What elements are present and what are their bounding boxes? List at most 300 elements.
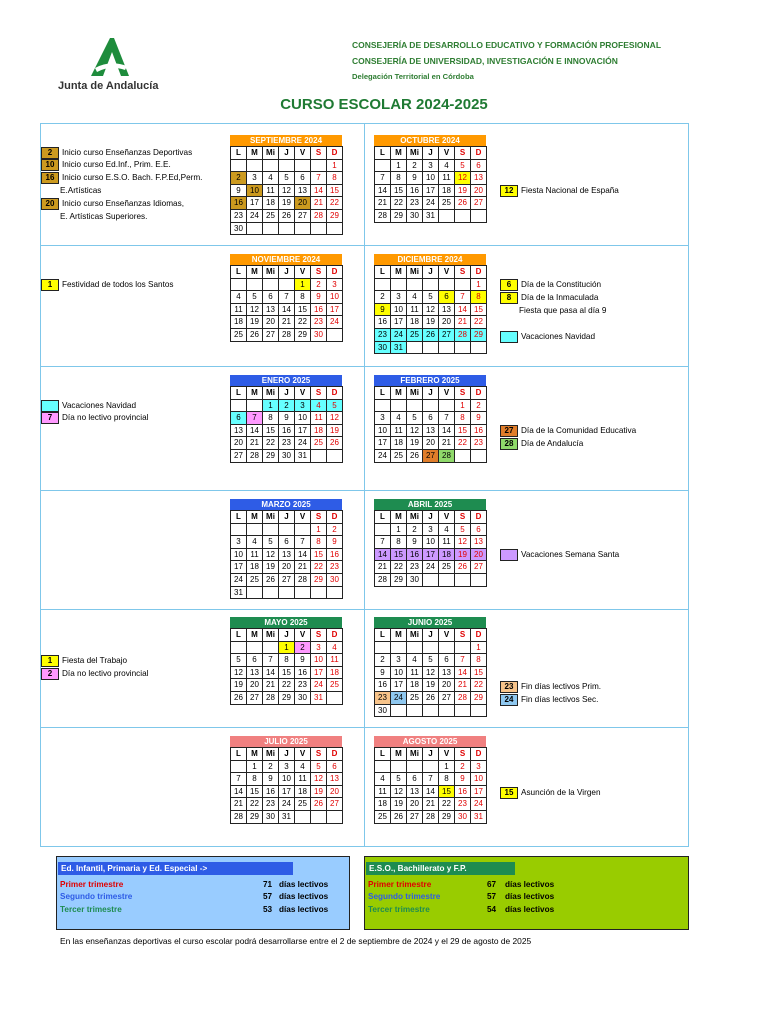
day-header: V (438, 510, 455, 524)
empty-cell (246, 222, 263, 236)
primary-term-3-label: Tercer trimestre (60, 905, 122, 914)
month-grid (230, 747, 342, 823)
day-cell: 14 (438, 424, 455, 438)
empty-cell (470, 449, 487, 463)
month-header: JUNIO 2025 (374, 617, 486, 628)
day-cell: 18 (230, 315, 247, 329)
day-cell: 9 (406, 171, 423, 185)
day-header: Mi (406, 386, 423, 400)
day-cell: 3 (470, 760, 487, 774)
day-cell: 15 (470, 303, 487, 317)
day-cell: 23 (470, 436, 487, 450)
legend-item: 1 Festividad de todos los Santos (41, 279, 174, 291)
day-cell: 8 (310, 535, 327, 549)
day-cell: 19 (454, 184, 471, 198)
day-cell: 21 (374, 196, 391, 210)
day-cell: 17 (310, 666, 327, 680)
day-header: M (390, 628, 407, 642)
day-cell: 18 (438, 548, 455, 562)
day-header: Mi (262, 510, 279, 524)
legend-swatch: 12 (500, 185, 518, 197)
day-cell: 24 (310, 678, 327, 692)
legend-item: 1 Fiesta del Trabajo (41, 655, 127, 667)
legend-swatch: 1 (41, 279, 59, 291)
primary-term-1-unit: días lectivos (279, 880, 329, 889)
day-cell: 3 (390, 653, 407, 667)
empty-cell (278, 278, 295, 292)
day-cell: 4 (262, 171, 279, 185)
legend-item: 16 Inicio curso E.S.O. Bach. F.P.Ed,Perm. (41, 172, 202, 184)
day-header: Mi (406, 747, 423, 761)
day-cell: 26 (454, 196, 471, 210)
day-cell: 19 (262, 560, 279, 574)
day-cell: 4 (230, 290, 247, 304)
day-cell: 5 (310, 760, 327, 774)
legend-swatch: 27 (500, 425, 518, 437)
legend-item: 10 Inicio curso Ed.Inf., Prim. E.E. (41, 159, 171, 171)
day-cell: 1 (326, 159, 343, 173)
day-cell: 28 (310, 209, 327, 223)
day-cell: 10 (310, 653, 327, 667)
empty-cell (230, 159, 247, 173)
empty-cell (454, 449, 471, 463)
legend-item: 7 Día no lectivo provincial (41, 412, 148, 424)
day-cell: 23 (406, 560, 423, 574)
day-cell: 13 (278, 548, 295, 562)
secondary-term-3-unit: días lectivos (505, 905, 555, 914)
legend-swatch: 6 (500, 279, 518, 291)
empty-cell (438, 704, 455, 718)
legend-item: 12 Fiesta Nacional de España (500, 185, 619, 197)
day-cell: 13 (326, 772, 343, 786)
legend-item: E.Artísticas (60, 186, 102, 195)
empty-cell (438, 278, 455, 292)
day-header: L (374, 628, 391, 642)
day-cell: 21 (262, 678, 279, 692)
day-cell: 19 (278, 196, 295, 210)
day-cell: 9 (230, 184, 247, 198)
legend-item: 2 Día no lectivo provincial (41, 668, 148, 680)
day-cell: 25 (262, 209, 279, 223)
month-header: SEPTIEMBRE 2024 (230, 135, 342, 146)
month-grid (374, 265, 486, 353)
day-cell: 30 (230, 222, 247, 236)
day-header: S (454, 747, 471, 761)
day-cell: 9 (454, 772, 471, 786)
day-cell: 10 (278, 772, 295, 786)
day-cell: 29 (294, 328, 311, 342)
day-cell: 24 (246, 209, 263, 223)
day-cell: 9 (374, 666, 391, 680)
empty-cell (262, 222, 279, 236)
day-cell: 27 (406, 810, 423, 824)
day-cell: 8 (390, 535, 407, 549)
day-cell: 17 (422, 548, 439, 562)
empty-cell (438, 573, 455, 587)
day-cell: 7 (374, 535, 391, 549)
month-grid (374, 386, 486, 462)
day-header: L (374, 510, 391, 524)
day-cell: 25 (390, 449, 407, 463)
primary-term-2-unit: días lectivos (279, 892, 329, 901)
day-cell: 25 (246, 573, 263, 587)
day-cell: 15 (438, 785, 455, 799)
day-cell: 28 (278, 328, 295, 342)
day-header: V (294, 386, 311, 400)
day-cell: 18 (390, 436, 407, 450)
day-cell: 14 (454, 303, 471, 317)
day-cell: 7 (278, 290, 295, 304)
day-header: S (310, 146, 327, 160)
day-cell: 17 (374, 436, 391, 450)
day-cell: 22 (326, 196, 343, 210)
day-cell: 3 (326, 278, 343, 292)
day-cell: 17 (390, 315, 407, 329)
month-december (374, 254, 486, 353)
day-cell: 27 (294, 209, 311, 223)
day-cell: 5 (406, 411, 423, 425)
logo-text: Junta de Andalucía (58, 80, 159, 92)
summary-secondary-header: E.S.O., Bachillerato y F.P. (366, 862, 515, 875)
day-cell: 5 (422, 653, 439, 667)
day-cell: 11 (438, 171, 455, 185)
day-cell: 27 (230, 449, 247, 463)
day-header: S (454, 386, 471, 400)
month-april (374, 499, 486, 586)
day-cell: 1 (278, 641, 295, 655)
day-cell: 2 (310, 278, 327, 292)
day-cell: 13 (470, 171, 487, 185)
day-header: M (390, 510, 407, 524)
day-cell: 7 (422, 772, 439, 786)
day-cell: 4 (374, 772, 391, 786)
day-cell: 22 (262, 436, 279, 450)
day-cell: 16 (278, 424, 295, 438)
day-header: D (326, 510, 343, 524)
day-cell: 9 (470, 411, 487, 425)
day-cell: 13 (470, 535, 487, 549)
empty-cell (326, 328, 343, 342)
empty-cell (374, 399, 391, 413)
day-cell: 21 (246, 436, 263, 450)
day-cell: 9 (406, 535, 423, 549)
day-cell: 11 (390, 424, 407, 438)
day-header: M (246, 510, 263, 524)
secondary-term-1-label: Primer trimestre (368, 880, 432, 889)
day-cell: 11 (326, 653, 343, 667)
secondary-term-1-unit: días lectivos (505, 880, 555, 889)
day-cell: 7 (262, 653, 279, 667)
day-header: Mi (262, 265, 279, 279)
day-cell: 11 (230, 303, 247, 317)
empty-cell (390, 641, 407, 655)
day-cell: 6 (230, 411, 247, 425)
day-cell: 18 (294, 785, 311, 799)
day-cell: 28 (454, 328, 471, 342)
month-grid (374, 146, 486, 222)
day-cell: 9 (310, 290, 327, 304)
day-cell: 5 (230, 653, 247, 667)
day-cell: 21 (454, 315, 471, 329)
month-header: AGOSTO 2025 (374, 736, 486, 747)
empty-cell (262, 586, 279, 600)
day-cell: 16 (406, 548, 423, 562)
day-header: M (246, 747, 263, 761)
empty-cell (326, 222, 343, 236)
legend-swatch: 28 (500, 438, 518, 450)
day-cell: 14 (278, 303, 295, 317)
day-cell: 2 (374, 290, 391, 304)
day-cell: 22 (390, 560, 407, 574)
day-cell: 21 (374, 560, 391, 574)
month-grid (374, 747, 486, 823)
day-cell: 1 (470, 278, 487, 292)
empty-cell (470, 704, 487, 718)
empty-cell (310, 449, 327, 463)
day-cell: 5 (246, 290, 263, 304)
day-cell: 8 (262, 411, 279, 425)
empty-cell (326, 449, 343, 463)
day-cell: 12 (246, 303, 263, 317)
empty-cell (246, 278, 263, 292)
day-cell: 20 (278, 560, 295, 574)
day-cell: 25 (326, 678, 343, 692)
day-cell: 16 (470, 424, 487, 438)
month-november (230, 254, 342, 341)
day-cell: 3 (374, 411, 391, 425)
month-grid (230, 265, 342, 341)
day-cell: 18 (406, 315, 423, 329)
empty-cell (454, 278, 471, 292)
day-cell: 30 (374, 341, 391, 355)
day-cell: 29 (262, 449, 279, 463)
empty-cell (326, 586, 343, 600)
legend-item: E. Artísticas Superiores. (60, 212, 148, 221)
day-header: J (422, 386, 439, 400)
day-cell: 2 (406, 523, 423, 537)
day-header: J (278, 510, 295, 524)
empty-cell (278, 222, 295, 236)
month-header: MARZO 2025 (230, 499, 342, 510)
day-cell: 31 (230, 586, 247, 600)
day-cell: 23 (326, 560, 343, 574)
empty-cell (230, 641, 247, 655)
day-cell: 23 (374, 328, 391, 342)
day-cell: 27 (246, 691, 263, 705)
day-cell: 29 (390, 573, 407, 587)
legend-item: 2 Inicio curso Enseñanzas Deportivas (41, 147, 192, 159)
day-header: S (454, 265, 471, 279)
day-header: S (310, 386, 327, 400)
day-cell: 24 (390, 328, 407, 342)
empty-cell (246, 523, 263, 537)
day-cell: 24 (230, 573, 247, 587)
empty-cell (230, 399, 247, 413)
day-cell: 16 (454, 785, 471, 799)
month-january (230, 375, 342, 462)
empty-cell (422, 573, 439, 587)
month-header: ABRIL 2025 (374, 499, 486, 510)
day-cell: 12 (278, 184, 295, 198)
day-header: J (422, 146, 439, 160)
day-cell: 22 (390, 196, 407, 210)
footnote: En las enseñanzas deportivas el curso escolar podrá desarrollarse entre el 2 de septiembre de 2024 y el 29 de agosto de 2025 (60, 936, 532, 946)
day-cell: 23 (230, 209, 247, 223)
day-cell: 16 (230, 196, 247, 210)
month-grid (374, 628, 486, 716)
empty-cell (374, 523, 391, 537)
day-cell: 29 (470, 328, 487, 342)
day-cell: 31 (278, 810, 295, 824)
empty-cell (246, 159, 263, 173)
day-cell: 6 (294, 171, 311, 185)
day-cell: 20 (262, 315, 279, 329)
day-cell: 16 (374, 315, 391, 329)
day-cell: 18 (326, 666, 343, 680)
day-cell: 11 (310, 411, 327, 425)
day-cell: 9 (278, 411, 295, 425)
day-cell: 26 (230, 691, 247, 705)
day-cell: 20 (438, 678, 455, 692)
day-cell: 28 (246, 449, 263, 463)
day-cell: 7 (294, 535, 311, 549)
legend-swatch (500, 331, 518, 343)
day-cell: 15 (310, 548, 327, 562)
legend-item: 6 Día de la Constitución (500, 279, 601, 291)
day-header: L (230, 747, 247, 761)
day-cell: 12 (326, 411, 343, 425)
day-cell: 3 (422, 523, 439, 537)
day-cell: 3 (294, 399, 311, 413)
day-cell: 30 (406, 573, 423, 587)
header-line-2: CONSEJERÍA DE UNIVERSIDAD, INVESTIGACIÓN E INNOVACIÓN (352, 56, 618, 66)
day-cell: 3 (246, 171, 263, 185)
day-cell: 2 (406, 159, 423, 173)
day-header: Mi (262, 386, 279, 400)
day-cell: 12 (390, 785, 407, 799)
day-cell: 23 (374, 691, 391, 705)
legend-item: 28 Día de Andalucía (500, 438, 583, 450)
day-cell: 11 (438, 535, 455, 549)
empty-cell (406, 641, 423, 655)
day-header: V (438, 386, 455, 400)
day-cell: 16 (294, 666, 311, 680)
page-title: CURSO ESCOLAR 2024-2025 (280, 96, 488, 113)
day-cell: 26 (262, 573, 279, 587)
day-header: V (294, 265, 311, 279)
day-cell: 6 (422, 411, 439, 425)
day-cell: 31 (310, 691, 327, 705)
primary-term-2-label: Segundo trimestre (60, 892, 133, 901)
empty-cell (390, 399, 407, 413)
day-cell: 21 (454, 678, 471, 692)
day-cell: 25 (374, 810, 391, 824)
day-cell: 7 (246, 411, 263, 425)
day-cell: 29 (246, 810, 263, 824)
day-header: L (230, 386, 247, 400)
day-cell: 10 (230, 548, 247, 562)
day-cell: 19 (390, 797, 407, 811)
day-cell: 28 (374, 209, 391, 223)
day-header: D (470, 628, 487, 642)
day-cell: 8 (278, 653, 295, 667)
day-header: V (294, 628, 311, 642)
day-cell: 12 (422, 303, 439, 317)
empty-cell (294, 222, 311, 236)
day-cell: 1 (438, 760, 455, 774)
day-cell: 26 (422, 328, 439, 342)
summary-primary-header: Ed. Infantil, Primaria y Ed. Especial -> (58, 862, 293, 875)
day-cell: 27 (470, 560, 487, 574)
day-cell: 15 (390, 184, 407, 198)
day-header: J (422, 628, 439, 642)
day-header: D (326, 386, 343, 400)
day-cell: 3 (390, 290, 407, 304)
empty-cell (326, 810, 343, 824)
day-cell: 1 (390, 159, 407, 173)
day-cell: 20 (422, 436, 439, 450)
day-cell: 29 (438, 810, 455, 824)
day-cell: 7 (230, 772, 247, 786)
month-grid (230, 510, 342, 598)
day-cell: 2 (374, 653, 391, 667)
day-cell: 1 (390, 523, 407, 537)
day-cell: 14 (230, 785, 247, 799)
day-cell: 26 (278, 209, 295, 223)
day-header: D (326, 146, 343, 160)
day-header: V (294, 747, 311, 761)
day-header: D (326, 628, 343, 642)
day-cell: 13 (294, 184, 311, 198)
empty-cell (406, 399, 423, 413)
day-cell: 12 (230, 666, 247, 680)
month-header: NOVIEMBRE 2024 (230, 254, 342, 265)
day-cell: 25 (310, 436, 327, 450)
day-header: Mi (406, 265, 423, 279)
empty-cell (390, 760, 407, 774)
legend-swatch (41, 400, 59, 412)
day-cell: 4 (390, 411, 407, 425)
day-header: V (438, 265, 455, 279)
day-header: D (326, 265, 343, 279)
day-cell: 1 (470, 641, 487, 655)
month-february (374, 375, 486, 462)
day-header: S (310, 747, 327, 761)
day-cell: 2 (454, 760, 471, 774)
day-cell: 13 (230, 424, 247, 438)
day-cell: 22 (278, 678, 295, 692)
day-cell: 26 (390, 810, 407, 824)
day-cell: 17 (246, 196, 263, 210)
day-cell: 11 (246, 548, 263, 562)
day-cell: 12 (310, 772, 327, 786)
day-cell: 20 (246, 678, 263, 692)
month-grid (230, 386, 342, 462)
day-cell: 5 (326, 399, 343, 413)
day-cell: 20 (230, 436, 247, 450)
empty-cell (374, 641, 391, 655)
day-header: D (470, 510, 487, 524)
day-cell: 8 (454, 411, 471, 425)
empty-cell (406, 760, 423, 774)
day-header: J (422, 747, 439, 761)
day-cell: 23 (278, 436, 295, 450)
day-cell: 5 (422, 290, 439, 304)
day-cell: 13 (262, 303, 279, 317)
month-header: OCTUBRE 2024 (374, 135, 486, 146)
day-cell: 4 (406, 290, 423, 304)
day-header: Mi (262, 747, 279, 761)
